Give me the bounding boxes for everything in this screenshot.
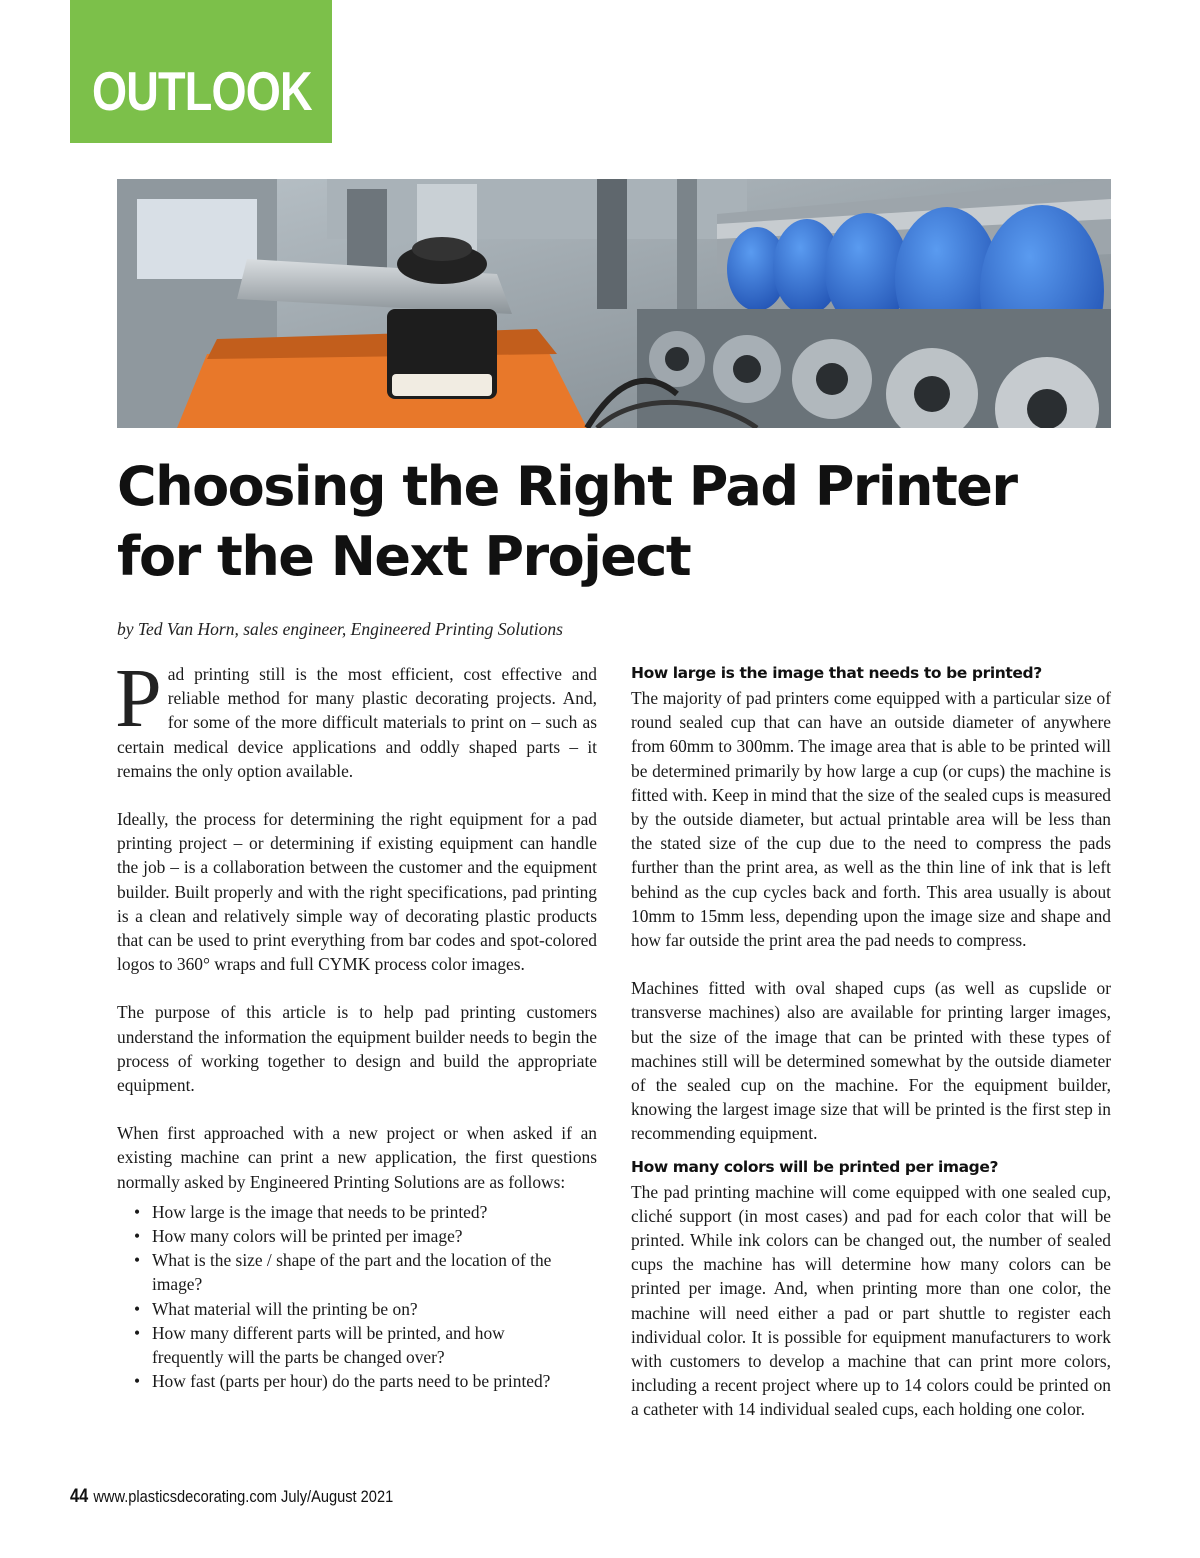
title-line-1: Choosing the Right Pad Printer <box>117 455 1017 518</box>
paragraph-image-size: The majority of pad printers come equipped with a particular size of round sealed cup that can have an outside diameter of anywhere from 60mm to 300mm. The image area that is able to be printed will be determined primarily by how large a cup (or cups) the machine is fitted with. Keep in mind that the size of the sealed cups is measured by the outside diameter, but actual printable area will be less than the stated size of the cup due to the need to compress the pads further than the print area, as well as the thin line of ink that is left behind as the cup cycles back and forth. This area usually is about 10mm to 15mm less, depending upon the image size and shape and how far outside the print area the pad needs to compress. <box>631 688 1111 951</box>
paragraph-2: Ideally, the process for determining the right equipment for a pad printing project – or determining if existing equipment can handle the job – is a collaboration between the customer and the equipment builder. Built properly and with the right specifications, pad printing is a clean and relatively simple way of decorating plastic products that can be used to print everything from bar codes and spot-colored logos to 360° wraps and full CYMK process color images. <box>117 809 597 975</box>
bullet: • <box>134 1201 141 1222</box>
page-number: 44 <box>70 1486 89 1507</box>
list-item: • What is the size / shape of the part and the location of the image? <box>134 1250 552 1295</box>
article-title <box>117 452 1117 592</box>
left-column <box>115 652 597 1393</box>
right-column <box>631 662 1111 1446</box>
paragraph-3: The purpose of this article is to help pad printing customers understand the information the equipment builder needs to begin the process of working together to design and build the appropriate equipment. <box>117 1002 597 1096</box>
list-item: • How fast (parts per hour) do the parts need to be printed? <box>152 1369 572 1393</box>
hero-photo <box>117 179 1111 428</box>
byline: by Ted Van Horn, sales engineer, Engineered Printing Solutions <box>117 619 563 639</box>
paragraph-colors: The pad printing machine will come equipped with one sealed cup, cliché support (in most cases) and pad for each color that will be printed. While ink colors can be changed out, the number of sealed cups the machine has will determine how many colors can be printed per image. And, when printing more than one color, the machine will need either a pad or part shuttle to register each individual color. It is possible for equipment manufacturers to work with customers to develop a machine that can print more colors, including a recent project where up to 14 colors could be printed on a catheter with 14 individual sealed cups, each holding one color. <box>631 1181 1111 1420</box>
list-item: • How many different parts will be printed, and how frequently will the parts be changed over? <box>134 1322 505 1368</box>
footer-text: www.plasticsdecorating.com July/August 2021 <box>93 1487 394 1506</box>
questions-list <box>117 1200 572 1394</box>
bullet: • <box>134 1371 141 1392</box>
page-footer <box>70 1486 393 1508</box>
bullet: • <box>134 1298 141 1319</box>
bullet: • <box>134 1226 141 1247</box>
paragraph-oval-cups: Machines fitted with oval shaped cups (as well as cupslide or transverse machines) also are available for printing larger images, but the size of the image that can be printed with these types of machines still will be determined somewhat by the outside diameter of the sealed cup on the machine. For the equipment builder, knowing the largest image size that will be printed is the first step in recommending equipment. <box>631 978 1111 1144</box>
list-item: • How large is the image that needs to be printed? <box>152 1200 572 1224</box>
list-item: • What material will the printing be on? <box>152 1297 572 1321</box>
intro-paragraph <box>115 652 597 783</box>
list-item: • How many colors will be printed per image? <box>152 1224 572 1248</box>
bullet: • <box>134 1250 141 1271</box>
paragraph-4: When first approached with a new project or when asked if an existing machine can print a new application, the first questions normally asked by Engineered Printing Solutions are as follows: <box>117 1123 597 1192</box>
bullet: • <box>134 1322 141 1343</box>
section-label: OUTLOOK <box>92 60 312 122</box>
subheading-image-size: How large is the image that needs to be printed? <box>631 664 1042 682</box>
intro-text: ad printing still is the most efficient, cost effective and reliable method for many plastic decorating projects. And, for some of the more difficult materials to print on – such as certain medical device applications and oddly shaped parts – it remains the only option available. <box>117 664 597 781</box>
section-tab <box>70 0 332 143</box>
drop-cap: P <box>115 652 162 745</box>
pad-printer-machine-illustration <box>117 179 1111 428</box>
subheading-colors: How many colors will be printed per image? <box>631 1157 999 1176</box>
title-line-2: for the Next Project <box>117 525 691 588</box>
